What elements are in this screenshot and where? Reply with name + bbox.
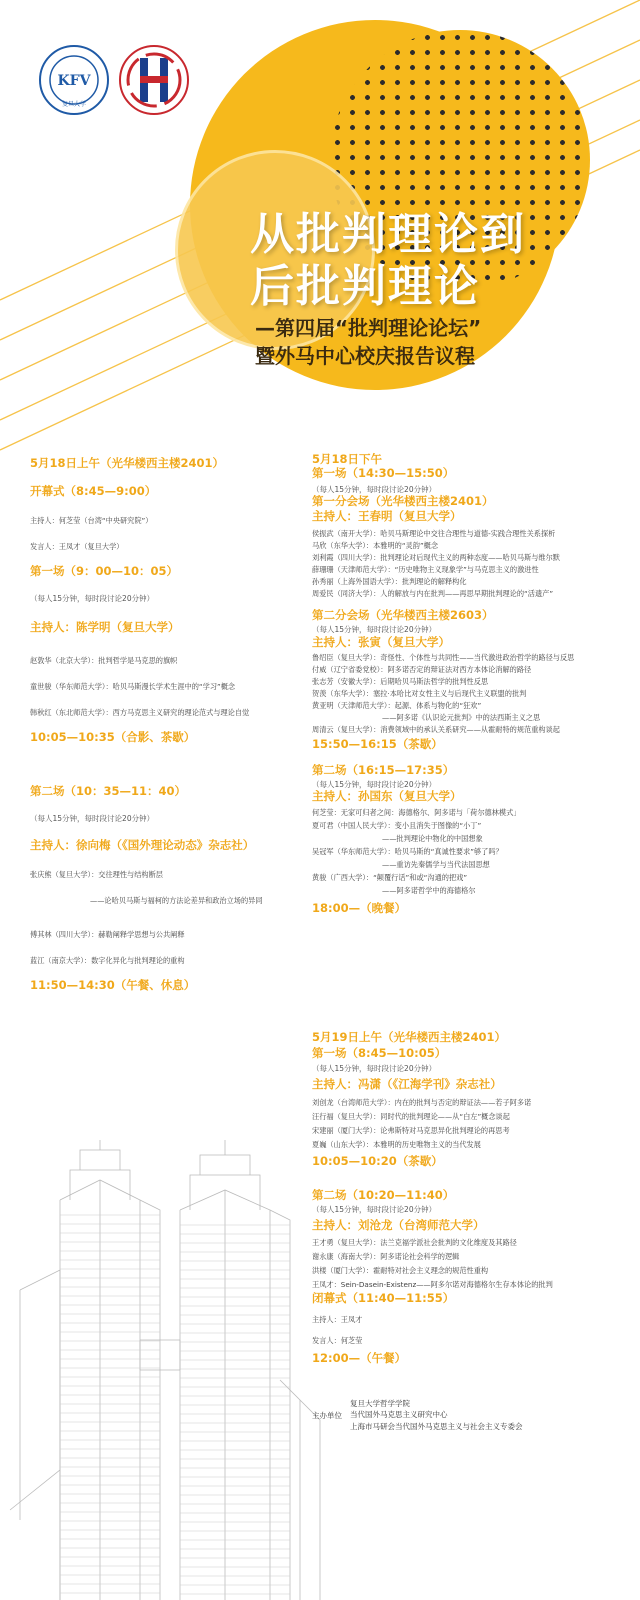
talk-item: 汪行福（复旦大学）：同时代的批判理论——从“白左”概念谈起 — [312, 1111, 510, 1121]
talk-item: 刘利霞（四川大学）：批判理论对后现代主义的两种态度——哈贝马斯与维尔默 — [312, 552, 560, 562]
day-title: 5月19日上午（光华楼西主楼2401） — [312, 1030, 507, 1044]
talk-item: 孙秀丽（上海外国语大学）：批判理论的解释构化 — [312, 576, 467, 586]
agenda-day2-column — [312, 1030, 612, 1366]
talk-item: 童世骏（华东师范大学）：哈贝马斯漫长学术生涯中的“学习”概念 — [30, 682, 236, 691]
talk-subtitle: ——重访先秦儒学与当代法国思想 — [382, 859, 490, 869]
talk-subtitle: ——批判理论中物化的中国想象 — [382, 833, 483, 843]
session-note: （每人15分钟，每时段讨论20分钟） — [312, 779, 437, 789]
opening-speaker: 发言人：王凤才（复旦大学） — [30, 542, 124, 551]
organizer-line: 当代国外马克思主义研究中心 — [350, 1410, 448, 1420]
talk-item: 赵敦华（北京大学）：批判哲学是马克思的旗帜 — [30, 656, 178, 665]
session-title: 第二场（10：35—11：40） — [30, 784, 187, 798]
talk-item: 付威（辽宁省委党校）：阿多诺否定的辩证法对西方本体论消解的路径 — [312, 665, 532, 674]
session-title: 第二场（10:20—11:40） — [312, 1187, 455, 1202]
venue-title: 第一分会场（光华楼西主楼2401） — [312, 494, 494, 509]
session-title: 第二场（16:15—17:35） — [312, 763, 455, 778]
session-title: 第一场（8:45—10:05） — [312, 1046, 447, 1061]
session-host: 主持人：刘沧龙（台湾师范大学） — [312, 1217, 485, 1232]
svg-text:KFV: KFV — [57, 73, 91, 89]
talk-subtitle: ——阿多诺哲学中的海德格尔 — [382, 885, 476, 895]
day-title: 5月18日上午（光华楼西主楼2401） — [30, 456, 225, 470]
organizer-line: 复旦大学哲学学院 — [350, 1399, 410, 1408]
closing-title: 闭幕式（11:40—11:55） — [312, 1291, 455, 1305]
lunch-title: 11:50—14:30（午餐、休息） — [30, 978, 196, 992]
opening-title: 开幕式（8:45—9:00） — [30, 484, 157, 498]
talk-subtitle: ——论哈贝马斯与福柯的方法论差异和政治立场的异同 — [90, 896, 263, 905]
talk-item: 韩秋红（东北师范大学）：西方马克思主义研究的理论范式与理论自觉 — [30, 708, 250, 717]
subtitle-line-1: —第四届“批判理论论坛” — [255, 316, 482, 340]
talk-subtitle: ——阿多诺《认识论元批判》中的法西斯主义之思 — [382, 713, 541, 722]
talk-item: 周清云（复旦大学）：消费领域中的承认关系研究——从霍耐特的规范重构谈起 — [312, 725, 560, 734]
talk-item: 张志芳（安徽大学）：后期哈贝马斯法哲学的批判性反思 — [312, 677, 489, 686]
fudan-logo — [38, 44, 110, 116]
dinner-title: 18:00—（晚餐） — [312, 900, 407, 915]
organizer-label: 主办单位 — [312, 1411, 342, 1420]
session-host: 主持人：徐向梅（《国外理论动态》杂志社） — [30, 838, 255, 852]
talk-item: 夏巍（山东大学）：本雅明的历史唯物主义的当代发展 — [312, 1139, 481, 1149]
session-note: （每人15分钟，每时段讨论20分钟） — [30, 814, 155, 823]
talk-item: 谢永康（海南大学）：阿多诺论社会科学的逻辑 — [312, 1252, 460, 1261]
talk-item: 刘创龙（台湾师范大学）：内在的批判与否定的辩证法——若子阿多诺 — [312, 1097, 532, 1107]
break-title: 10:05—10:35（合影、茶歇） — [30, 730, 196, 744]
break-title: 10:05—10:20（茶歇） — [312, 1153, 443, 1168]
break-title: 15:50—16:15（茶歇） — [312, 737, 443, 751]
talk-item: 何芝莹：无家可归者之间：海德格尔、阿多诺与「荷尔德林模式」 — [312, 807, 521, 817]
talk-item: 鲁绍臣（复旦大学）：奇怪性、个体性与共同性——当代激进政治哲学的路径与反思 — [312, 653, 575, 662]
talk-item: 王才勇（复旦大学）：法兰克福学派社会批判的文化维度及其路径 — [312, 1238, 517, 1247]
talk-item: 黄亚明（天津师范大学）：起源、体系与物化的“狂欢” — [312, 701, 482, 710]
talk-item: 侯振武（南开大学）：哈贝马斯理论中交往合理性与道德-实践合理性关系探析 — [312, 528, 556, 538]
talk-item: 傅其林（四川大学）：赫勒阐释学思想与公共阐释 — [30, 930, 185, 939]
session-host: 主持人：孙国东（复旦大学） — [312, 789, 462, 804]
building-sketch-illustration — [0, 1040, 330, 1600]
session-note: （每人15分钟，每时段讨论20分钟） — [312, 625, 437, 635]
research-institute-logo — [118, 44, 190, 116]
lunch-title: 12:00—（午餐） — [312, 1351, 407, 1366]
talk-item: 夏可君（中国人民大学）：变小且消失于图像的“小丁” — [312, 820, 482, 830]
talk-item: 宋建丽（厦门大学）：论弗斯特对马克思异化批判理论的再思考 — [312, 1125, 510, 1135]
title-line-1: 从批判理论到 — [250, 209, 526, 260]
session-host: 主持人：冯潇（《江海学刊》杂志社） — [312, 1077, 502, 1092]
closing-host: 主持人：王凤才 — [312, 1315, 363, 1325]
venue-title: 第二分会场（光华楼西主楼2603） — [312, 607, 494, 622]
talk-item: 吴冠军（华东师范大学）：哈贝马斯的“真诚性要求”够了吗？ — [312, 846, 503, 856]
closing-speaker: 发言人：何芝莹 — [312, 1336, 363, 1346]
day-title: 5月18日下午 — [312, 452, 383, 466]
title-line-2: 后批判理论 — [250, 261, 480, 312]
session-note: （每人15分钟，每时段讨论20分钟） — [312, 1063, 437, 1073]
svg-text:复旦大学: 复旦大学 — [61, 101, 87, 108]
session-note: （每人15分钟，每时段讨论20分钟） — [312, 1205, 437, 1215]
session-title: 第一场（14:30—15:50） — [312, 466, 455, 481]
session-note: （每人15分钟，每时段讨论20分钟） — [30, 594, 155, 603]
talk-item: 马欣（东华大学）：本雅明的“灵韵”概念 — [312, 540, 439, 550]
opening-host: 主持人：何芝莹（台湾“中央研究院”） — [30, 516, 153, 525]
talk-item: 洪楼（厦门大学）：霍耐特对社会主义理念的规范性重构 — [312, 1266, 489, 1275]
talk-item: 蓝江（南京大学）：数字化异化与批判理论的重构 — [30, 956, 185, 965]
talk-item: 周爱民（同济大学）：人的解放与内在批判——再思早期批判理论的“活遗产” — [312, 588, 554, 598]
session-note: （每人15分钟，每时段讨论20分钟） — [312, 484, 437, 494]
subtitle-line-2: 暨外马中心校庆报告议程 — [255, 344, 475, 368]
talk-item: 贺羡（东华大学）：塞拉·本哈比对女性主义与后现代主义联盟的批判 — [312, 689, 527, 698]
talk-item: 王凤才：Sein-Dasein-Existenz——阿多尔诺对海德格尔生存本体论的批判 — [312, 1280, 553, 1289]
talk-item: 黄骏（广西大学）：“颠覆行话”和或“沟通的把戏” — [312, 872, 468, 882]
agenda-right-column — [312, 452, 612, 915]
session-host: 主持人：王春明（复旦大学） — [312, 508, 462, 523]
organizer-line: 上海市马研会当代国外马克思主义与社会主义专委会 — [350, 1421, 523, 1431]
talk-item: 薛珊珊（天津师范大学）：“历史唯物主义现象学”与马克思主义的激进性 — [312, 564, 539, 574]
session-title: 第一场（9：00—10：05） — [30, 564, 179, 578]
session-host: 主持人：张寅（复旦大学） — [312, 634, 450, 649]
session-host: 主持人：陈学明（复旦大学） — [30, 620, 180, 634]
talk-item: 张庆熊（复旦大学）：交往理性与结构断层 — [30, 870, 163, 879]
